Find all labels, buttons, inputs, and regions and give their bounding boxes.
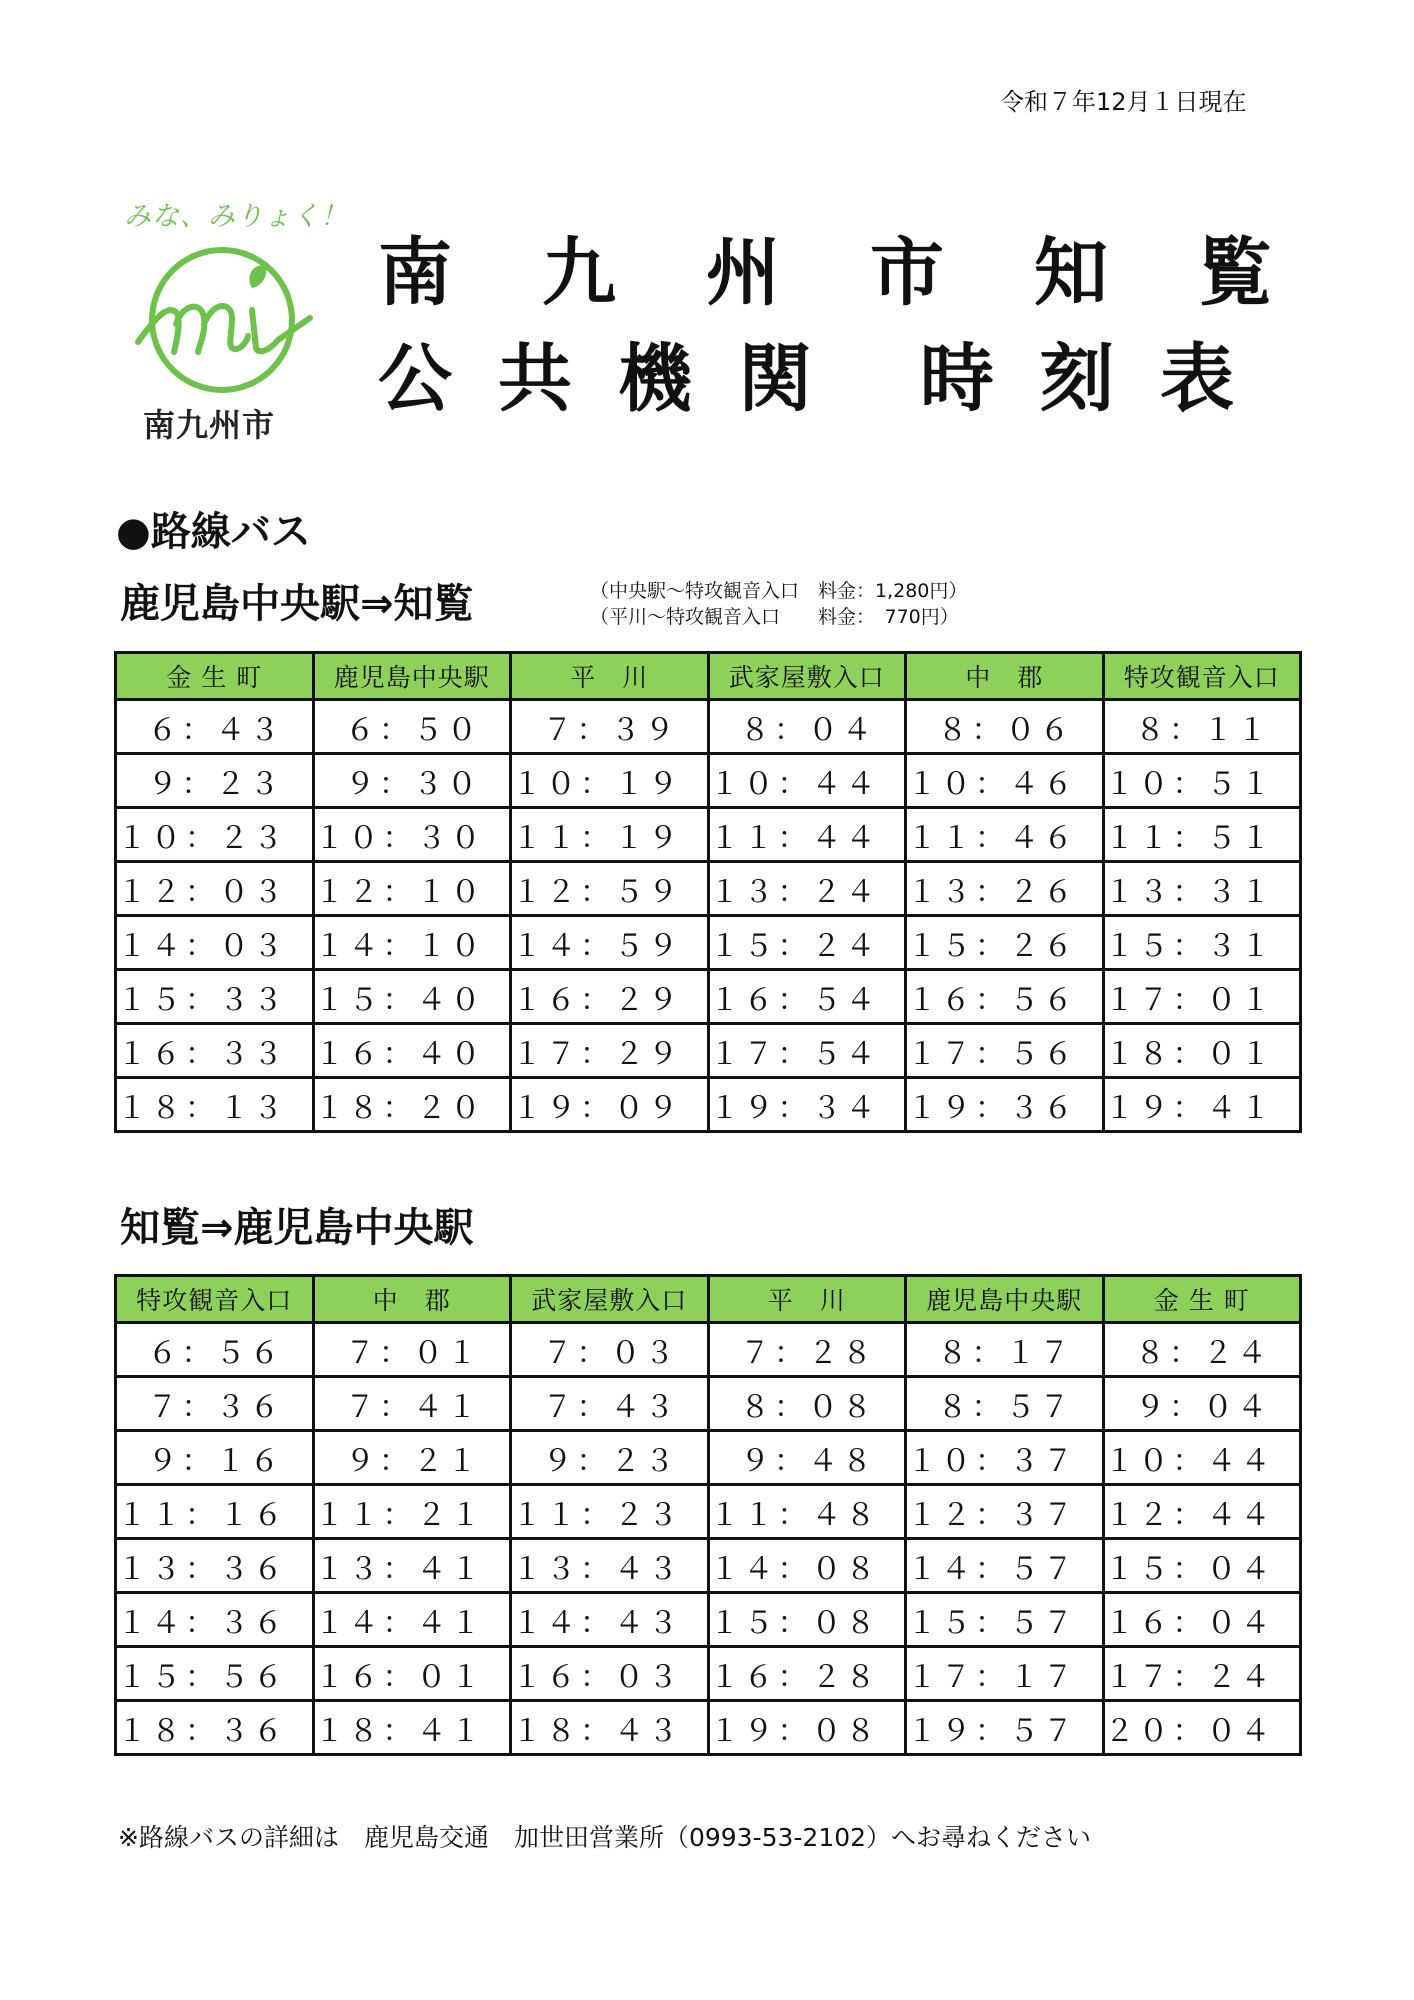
time-cell: １５：４０ bbox=[313, 970, 511, 1024]
time-cell: １９：３６ bbox=[906, 1078, 1104, 1132]
time-cell: １０：３７ bbox=[906, 1431, 1104, 1485]
table-row bbox=[116, 1377, 1301, 1431]
column-header: 武家屋敷入口 bbox=[511, 1276, 709, 1323]
time-cell: １０：４４ bbox=[708, 754, 906, 808]
logo-tagline: みな、みりょく！ bbox=[124, 201, 348, 232]
column-header: 特攻観音入口 bbox=[116, 1276, 314, 1323]
time-cell: ９：１６ bbox=[116, 1431, 314, 1485]
title-timetable: 時刻表 bbox=[920, 336, 1280, 422]
time-cell: １３：２６ bbox=[906, 862, 1104, 916]
time-cell: １３：４３ bbox=[511, 1539, 709, 1593]
column-header: 中 郡 bbox=[313, 1276, 511, 1323]
column-header: 金 生 町 bbox=[116, 653, 314, 700]
time-cell: １９：０８ bbox=[708, 1701, 906, 1755]
time-cell: １２：５９ bbox=[511, 862, 709, 916]
table-row bbox=[116, 700, 1301, 754]
time-cell: ７：０１ bbox=[313, 1323, 511, 1377]
time-cell: １０：１９ bbox=[511, 754, 709, 808]
time-cell: １８：０１ bbox=[1103, 1024, 1301, 1078]
timetable-to-chiran bbox=[114, 651, 1302, 1133]
contact-note: ※路線バスの詳細は 鹿児島交通 加世田営業所（0993-53-2102）へお尋ねください bbox=[118, 1823, 1092, 1852]
fare-note-1: （中央駅～特攻観音入口 料金：1,280円） bbox=[590, 580, 968, 602]
time-cell: ７：４１ bbox=[313, 1377, 511, 1431]
table-row bbox=[116, 1078, 1301, 1132]
time-cell: １８：４１ bbox=[313, 1701, 511, 1755]
page-title-line1: 南九州市知覧 bbox=[378, 230, 1362, 316]
table-row bbox=[116, 1431, 1301, 1485]
table-row bbox=[116, 916, 1301, 970]
logo-city-name: 南九州市 bbox=[143, 406, 276, 444]
table-header-row bbox=[116, 1276, 1301, 1323]
column-header: 特攻観音入口 bbox=[1103, 653, 1301, 700]
time-cell: １４：５９ bbox=[511, 916, 709, 970]
time-cell: １６：０１ bbox=[313, 1647, 511, 1701]
time-cell: １０：４４ bbox=[1103, 1431, 1301, 1485]
table-row bbox=[116, 1593, 1301, 1647]
time-cell: １１：２３ bbox=[511, 1485, 709, 1539]
time-cell: １９：５７ bbox=[906, 1701, 1104, 1755]
time-cell: １６：２９ bbox=[511, 970, 709, 1024]
time-cell: １１：４４ bbox=[708, 808, 906, 862]
time-cell: １３：３１ bbox=[1103, 862, 1301, 916]
time-cell: １１：４８ bbox=[708, 1485, 906, 1539]
time-cell: ８：２４ bbox=[1103, 1323, 1301, 1377]
time-cell: ８：０４ bbox=[708, 700, 906, 754]
time-cell: ９：４８ bbox=[708, 1431, 906, 1485]
time-cell: １６：２８ bbox=[708, 1647, 906, 1701]
time-cell: １９：３４ bbox=[708, 1078, 906, 1132]
table-row bbox=[116, 754, 1301, 808]
time-cell: １２：４４ bbox=[1103, 1485, 1301, 1539]
time-cell: １８：４３ bbox=[511, 1701, 709, 1755]
time-cell: １５：２４ bbox=[708, 916, 906, 970]
time-cell: １６：５４ bbox=[708, 970, 906, 1024]
table-row bbox=[116, 1701, 1301, 1755]
column-header: 鹿児島中央駅 bbox=[906, 1276, 1104, 1323]
time-cell: １０：３０ bbox=[313, 808, 511, 862]
column-header: 平 川 bbox=[708, 1276, 906, 1323]
table-row bbox=[116, 808, 1301, 862]
time-cell: ６：５０ bbox=[313, 700, 511, 754]
table-row bbox=[116, 1024, 1301, 1078]
column-header: 武家屋敷入口 bbox=[708, 653, 906, 700]
time-cell: ２０：０４ bbox=[1103, 1701, 1301, 1755]
time-cell: １０：５１ bbox=[1103, 754, 1301, 808]
section-heading: ●路線バス bbox=[116, 509, 311, 555]
time-cell: ６：５６ bbox=[116, 1323, 314, 1377]
timetable-to-kagoshima bbox=[114, 1274, 1302, 1756]
time-cell: １５：３１ bbox=[1103, 916, 1301, 970]
time-cell: １３：３６ bbox=[116, 1539, 314, 1593]
time-cell: １１：２１ bbox=[313, 1485, 511, 1539]
time-cell: ７：４３ bbox=[511, 1377, 709, 1431]
time-cell: １１：５１ bbox=[1103, 808, 1301, 862]
time-cell: ７：２８ bbox=[708, 1323, 906, 1377]
time-cell: １９：０９ bbox=[511, 1078, 709, 1132]
time-cell: １２：０３ bbox=[116, 862, 314, 916]
time-cell: １２：１０ bbox=[313, 862, 511, 916]
title-public-transport: 公共機関 bbox=[378, 336, 858, 422]
time-cell: １７：１７ bbox=[906, 1647, 1104, 1701]
column-header: 平 川 bbox=[511, 653, 709, 700]
time-cell: ９：３０ bbox=[313, 754, 511, 808]
time-cell: １８：１３ bbox=[116, 1078, 314, 1132]
time-cell: １１：４６ bbox=[906, 808, 1104, 862]
route1-title: 鹿児島中央駅⇒知覧 bbox=[120, 581, 474, 627]
time-cell: １４：３６ bbox=[116, 1593, 314, 1647]
city-logo-mark bbox=[128, 244, 318, 398]
time-cell: １８：２０ bbox=[313, 1078, 511, 1132]
time-cell: ７：０３ bbox=[511, 1323, 709, 1377]
route2-title: 知覧⇒鹿児島中央駅 bbox=[120, 1205, 474, 1251]
time-cell: １７：５４ bbox=[708, 1024, 906, 1078]
table-row bbox=[116, 862, 1301, 916]
time-cell: １９：４１ bbox=[1103, 1078, 1301, 1132]
table-row bbox=[116, 1647, 1301, 1701]
time-cell: １４：４３ bbox=[511, 1593, 709, 1647]
as-of-date: 令和７年12月１日現在 bbox=[1000, 88, 1247, 116]
time-cell: ８：５７ bbox=[906, 1377, 1104, 1431]
time-cell: １７：０１ bbox=[1103, 970, 1301, 1024]
time-cell: １５：２６ bbox=[906, 916, 1104, 970]
time-cell: １７：２４ bbox=[1103, 1647, 1301, 1701]
time-cell: １４：５７ bbox=[906, 1539, 1104, 1593]
time-cell: １８：３６ bbox=[116, 1701, 314, 1755]
time-cell: １６：０４ bbox=[1103, 1593, 1301, 1647]
time-cell: １６：３３ bbox=[116, 1024, 314, 1078]
time-cell: １４：１０ bbox=[313, 916, 511, 970]
time-cell: １０：４６ bbox=[906, 754, 1104, 808]
table-row bbox=[116, 970, 1301, 1024]
column-header: 中 郡 bbox=[906, 653, 1104, 700]
time-cell: ８：０６ bbox=[906, 700, 1104, 754]
time-cell: １５：０８ bbox=[708, 1593, 906, 1647]
table-row bbox=[116, 1539, 1301, 1593]
time-cell: １５：０４ bbox=[1103, 1539, 1301, 1593]
column-header: 鹿児島中央駅 bbox=[313, 653, 511, 700]
page-title-line2 bbox=[378, 334, 1280, 424]
table-header-row bbox=[116, 653, 1301, 700]
table-row bbox=[116, 1323, 1301, 1377]
time-cell: １２：３７ bbox=[906, 1485, 1104, 1539]
time-cell: ９：０４ bbox=[1103, 1377, 1301, 1431]
time-cell: １３：４１ bbox=[313, 1539, 511, 1593]
time-cell: １１：１６ bbox=[116, 1485, 314, 1539]
time-cell: １７：２９ bbox=[511, 1024, 709, 1078]
time-cell: ９：２１ bbox=[313, 1431, 511, 1485]
time-cell: ６：４３ bbox=[116, 700, 314, 754]
time-cell: １４：０３ bbox=[116, 916, 314, 970]
fare-note-2: （平川～特攻観音入口 料金： 770円） bbox=[590, 606, 959, 628]
time-cell: １４：０８ bbox=[708, 1539, 906, 1593]
column-header: 金 生 町 bbox=[1103, 1276, 1301, 1323]
time-cell: １４：４１ bbox=[313, 1593, 511, 1647]
time-cell: １３：２４ bbox=[708, 862, 906, 916]
time-cell: １１：１９ bbox=[511, 808, 709, 862]
time-cell: ９：２３ bbox=[116, 754, 314, 808]
time-cell: １７：５６ bbox=[906, 1024, 1104, 1078]
time-cell: １６：４０ bbox=[313, 1024, 511, 1078]
time-cell: １６：０３ bbox=[511, 1647, 709, 1701]
time-cell: １５：５６ bbox=[116, 1647, 314, 1701]
time-cell: １０：２３ bbox=[116, 808, 314, 862]
time-cell: ８：１１ bbox=[1103, 700, 1301, 754]
time-cell: １５：３３ bbox=[116, 970, 314, 1024]
time-cell: ７：３９ bbox=[511, 700, 709, 754]
time-cell: ８：０８ bbox=[708, 1377, 906, 1431]
time-cell: １５：５７ bbox=[906, 1593, 1104, 1647]
time-cell: ８：１７ bbox=[906, 1323, 1104, 1377]
table-row bbox=[116, 1485, 1301, 1539]
time-cell: ９：２３ bbox=[511, 1431, 709, 1485]
time-cell: ７：３６ bbox=[116, 1377, 314, 1431]
time-cell: １６：５６ bbox=[906, 970, 1104, 1024]
